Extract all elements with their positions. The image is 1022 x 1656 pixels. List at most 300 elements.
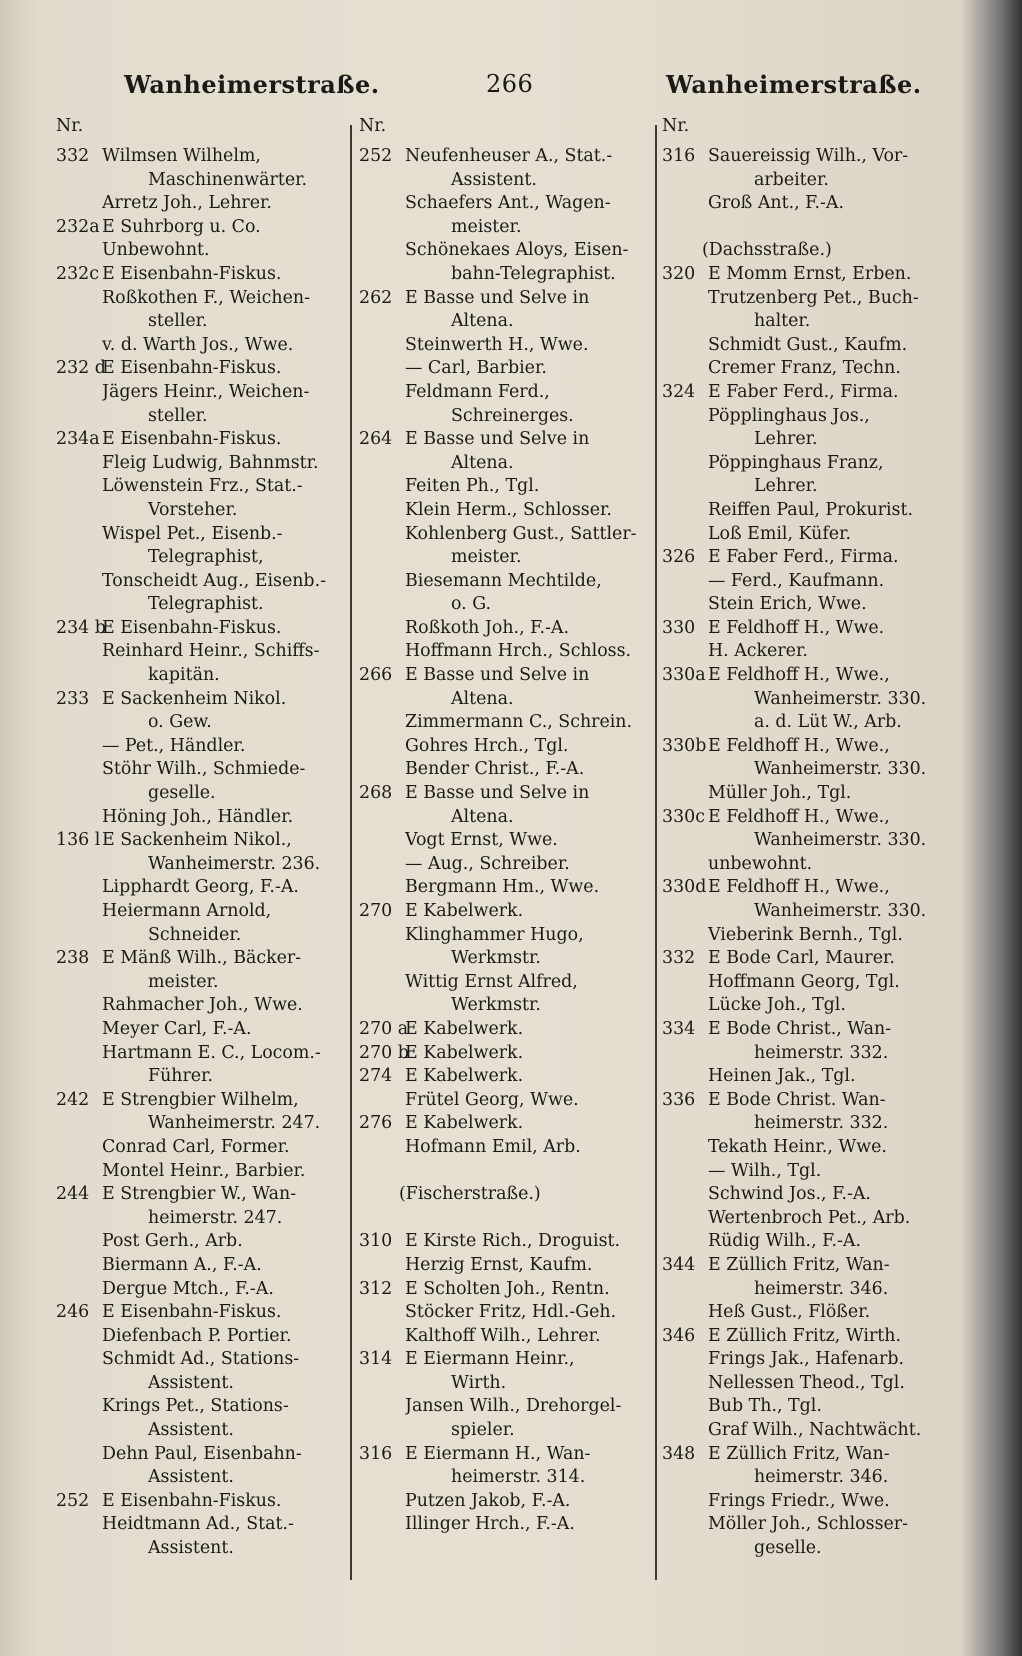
house-number [359, 475, 405, 499]
house-number: 246 [56, 1302, 90, 1323]
house-number: 136 l [56, 830, 101, 851]
entry-text: E Sackenheim Nikol. [102, 688, 287, 709]
house-number [56, 310, 102, 334]
entry-text: Klinghammer Hugo, [405, 924, 584, 945]
entry-text: E Feldhoff H., Wwe., [708, 735, 890, 756]
directory-entry-line [359, 570, 651, 594]
directory-entry-line [359, 994, 651, 1018]
house-number [56, 1160, 102, 1184]
house-number [662, 1301, 708, 1325]
directory-entry-line [359, 1325, 651, 1349]
house-number [56, 1065, 102, 1089]
house-number: 316 [359, 1443, 393, 1464]
directory-entry-line [359, 876, 651, 900]
entry-text: Kalthoff Wilh., Lehrer. [405, 1325, 601, 1346]
directory-entry-line [56, 263, 348, 287]
house-number [359, 711, 405, 735]
house-number [56, 452, 102, 476]
directory-entry-line [359, 971, 651, 995]
directory-entry-line [662, 1419, 952, 1443]
entry-text: Reinhard Heinr., Schiffs- [102, 641, 320, 662]
directory-entry-line [56, 806, 348, 830]
directory-entry-line [359, 806, 651, 830]
house-number [359, 523, 405, 547]
directory-entry-line [56, 994, 348, 1018]
directory-entry-line [662, 499, 952, 523]
house-number [359, 239, 405, 263]
house-number [359, 829, 405, 853]
house-number: 330d [662, 877, 707, 898]
entry-continuation: Wanheimerstr. 330. [754, 759, 927, 780]
entry-text: E Feldhoff H., Wwe., [708, 806, 890, 827]
entry-text: Löwenstein Frz., Stat.- [102, 476, 303, 497]
column-label: Nr. [56, 116, 84, 136]
entry-text: E Eisenbahn-Fiskus. [102, 617, 282, 638]
house-number [359, 688, 405, 712]
running-head-left: Wanheimerstraße. [124, 70, 380, 99]
column-label: Nr. [359, 116, 387, 136]
entry-text: Steinwerth H., Wwe. [405, 334, 589, 355]
directory-entry-line [662, 452, 952, 476]
entry-text: E Kabelwerk. [405, 1018, 524, 1039]
house-number [56, 593, 102, 617]
directory-entry-line [56, 1065, 348, 1089]
entry-continuation: arbeiter. [754, 169, 829, 190]
directory-entry-line [359, 523, 651, 547]
directory-entry-line [56, 758, 348, 782]
directory-entry-line [56, 310, 348, 334]
entry-text: Herzig Ernst, Kaufm. [405, 1254, 593, 1275]
directory-entry-line [359, 405, 651, 429]
entry-text: E Basse und Selve in [405, 429, 590, 450]
directory-entry-line [359, 475, 651, 499]
directory-entry-line [359, 1278, 651, 1302]
directory-entry-line [56, 924, 348, 948]
entry-continuation: heimerstr. 346. [754, 1278, 889, 1299]
directory-entry-line [56, 192, 348, 216]
directory-entry-line [662, 735, 952, 759]
house-number [56, 499, 102, 523]
directory-entry-line [662, 1443, 952, 1467]
entry-text: Dehn Paul, Eisenbahn- [102, 1443, 302, 1464]
house-number [662, 310, 708, 334]
house-number: 274 [359, 1066, 393, 1087]
entry-text: Rahmacher Joh., Wwe. [102, 995, 303, 1016]
directory-entry-line [359, 688, 651, 712]
house-number [662, 1207, 708, 1231]
house-number [56, 1419, 102, 1443]
blank-line [359, 1207, 651, 1231]
house-number [359, 310, 405, 334]
directory-entry-line [662, 428, 952, 452]
entry-text: Höning Joh., Händler. [102, 806, 294, 827]
entry-text: E Feldhoff H., Wwe. [708, 617, 885, 638]
house-number [662, 1372, 708, 1396]
directory-entry-line [662, 546, 952, 570]
entry-text: Pöpplinghaus Jos., [708, 405, 870, 426]
house-number [662, 1537, 708, 1561]
house-number [359, 1395, 405, 1419]
entry-text: Schaefers Ant., Wagen- [405, 193, 611, 214]
house-number: 320 [662, 263, 696, 284]
entry-text: Vieberink Bernh., Tgl. [708, 924, 903, 945]
directory-entry-line [662, 405, 952, 429]
entry-text: Wertenbroch Pet., Arb. [708, 1207, 911, 1228]
entry-continuation: Wanheimerstr. 330. [754, 688, 927, 709]
house-number: 326 [662, 547, 696, 568]
entry-text: E Kirste Rich., Droguist. [405, 1231, 621, 1252]
running-head-right: Wanheimerstraße. [666, 70, 922, 99]
house-number [359, 1513, 405, 1537]
house-number [662, 782, 708, 806]
column-3 [662, 115, 952, 1561]
directory-entry-line [359, 1301, 651, 1325]
entry-text: Frings Jak., Hafenarb. [708, 1349, 904, 1370]
house-number [662, 924, 708, 948]
directory-entry-line [56, 381, 348, 405]
entry-text: Heidtmann Ad., Stat.- [102, 1514, 294, 1535]
house-number [359, 876, 405, 900]
directory-entry-line [359, 1466, 651, 1490]
entry-text: Roßkothen F., Weichen- [102, 287, 310, 308]
directory-entry-line [662, 1136, 952, 1160]
directory-entry-line [662, 357, 952, 381]
house-number [359, 924, 405, 948]
entry-text: Groß Ant., F.-A. [708, 193, 844, 214]
house-number [662, 1230, 708, 1254]
house-number [662, 688, 708, 712]
directory-entry-line [56, 688, 348, 712]
entry-text: E Eiermann H., Wan- [405, 1443, 591, 1464]
entry-text: E Eisenbahn-Fiskus. [102, 1302, 282, 1323]
entry-text: Post Gerh., Arb. [102, 1231, 243, 1252]
house-number [662, 758, 708, 782]
house-number [56, 664, 102, 688]
directory-entry-line [359, 735, 651, 759]
directory-entry-line [56, 1278, 348, 1302]
entry-continuation: Altena. [451, 806, 514, 827]
entry-text: Heiermann Arnold, [102, 901, 272, 921]
house-number [662, 971, 708, 995]
directory-entry-line [662, 475, 952, 499]
entry-text: Bergmann Hm., Wwe. [405, 877, 600, 898]
entry-continuation: o. G. [451, 594, 492, 615]
directory-entry-line [56, 1160, 348, 1184]
house-number [56, 711, 102, 735]
house-number [56, 523, 102, 547]
house-number: 346 [662, 1325, 696, 1346]
house-number [662, 523, 708, 547]
house-number: 310 [359, 1231, 393, 1252]
directory-entry-line [662, 853, 952, 877]
entry-text: E Basse und Selve in [405, 287, 590, 308]
house-number: 234 b [56, 617, 106, 638]
house-number [359, 806, 405, 830]
house-number [56, 971, 102, 995]
entry-continuation: Assistent. [148, 1467, 234, 1488]
house-number [56, 1443, 102, 1467]
directory-entry-line [56, 357, 348, 381]
directory-entry-line [56, 1419, 348, 1443]
entry-continuation: Assistent. [148, 1372, 234, 1393]
house-number [662, 287, 708, 311]
house-number [56, 806, 102, 830]
house-number [359, 381, 405, 405]
directory-entry-line [359, 829, 651, 853]
directory-entry-line [662, 664, 952, 688]
house-number: 266 [359, 665, 393, 686]
house-number [359, 1254, 405, 1278]
entry-text: Unbewohnt. [102, 240, 210, 261]
house-number: 233 [56, 688, 90, 709]
house-number [56, 1395, 102, 1419]
house-number: 344 [662, 1254, 696, 1275]
column-rule-1 [350, 125, 352, 1580]
street-section-heading: (Fischerstraße.) [399, 1184, 541, 1205]
directory-entry-line [359, 263, 651, 287]
house-number: 244 [56, 1184, 90, 1205]
directory-entry-line [359, 1513, 651, 1537]
house-number [56, 735, 102, 759]
house-number: 316 [662, 146, 696, 166]
house-number [662, 1136, 708, 1160]
house-number: 270 a [359, 1018, 409, 1039]
house-number: 324 [662, 381, 696, 402]
house-number [359, 334, 405, 358]
entry-text: Bub Th., Tgl. [708, 1396, 822, 1417]
entry-text: E Züllich Fritz, Wan- [708, 1254, 890, 1275]
entry-continuation: geselle. [148, 783, 216, 804]
directory-entry-line [662, 711, 952, 735]
house-number: 332 [662, 948, 696, 969]
entry-text: Rüdig Wilh., F.-A. [708, 1231, 861, 1252]
directory-entry-line [359, 357, 651, 381]
entry-text: Frings Friedr., Wwe. [708, 1490, 890, 1511]
house-number: 276 [359, 1113, 393, 1134]
directory-entry-line [662, 1537, 952, 1561]
house-number: 332 [56, 146, 90, 166]
entry-continuation: Altena. [451, 452, 514, 473]
directory-entry-line [56, 405, 348, 429]
directory-entry-line [56, 947, 348, 971]
entry-text: E Suhrborg u. Co. [102, 216, 261, 237]
directory-entry-line [359, 1018, 651, 1042]
directory-entry-line [662, 145, 952, 169]
house-number: 238 [56, 948, 90, 969]
directory-entry-line [56, 499, 348, 523]
entry-text: E Faber Ferd., Firma. [708, 381, 899, 402]
column-label: Nr. [662, 116, 690, 136]
directory-entry-line [359, 1419, 651, 1443]
house-number: 232a [56, 216, 100, 237]
directory-entry-line [662, 1466, 952, 1490]
entry-text: Hoffmann Georg, Tgl. [708, 971, 900, 992]
directory-entry-line [56, 1348, 348, 1372]
directory-entry-line [56, 1537, 348, 1561]
house-number [662, 169, 708, 193]
house-number [662, 593, 708, 617]
house-number: 330a [662, 665, 706, 686]
directory-entry-line [662, 1372, 952, 1396]
entry-text: Zimmermann C., Schrein. [405, 712, 633, 733]
entry-continuation: Altena. [451, 311, 514, 332]
house-number [359, 1466, 405, 1490]
house-number: 232c [56, 263, 99, 284]
entry-text: Wittig Ernst Alfred, [405, 971, 578, 992]
entry-continuation: Assistent. [148, 1420, 234, 1441]
entry-continuation: Wanheimerstr. 330. [754, 901, 927, 921]
entry-text: E Züllich Fritz, Wan- [708, 1443, 890, 1464]
street-section-heading: (Dachsstraße.) [702, 240, 832, 261]
house-number [662, 405, 708, 429]
entry-continuation: meister. [451, 547, 522, 568]
entry-continuation: Lehrer. [754, 429, 818, 450]
directory-entry-line [56, 523, 348, 547]
directory-entry-line [359, 216, 651, 240]
entry-text: Möller Joh., Schlosser- [708, 1514, 908, 1535]
entry-text: E Feldhoff H., Wwe., [708, 877, 890, 898]
entry-text: — Carl, Barbier. [405, 358, 547, 379]
directory-entry-line [359, 334, 651, 358]
entry-text: E Eisenbahn-Fiskus. [102, 263, 282, 284]
entry-text: E Strengbier W., Wan- [102, 1184, 297, 1205]
house-number: 252 [56, 1490, 90, 1511]
directory-entry-line [56, 1089, 348, 1113]
entry-continuation: Assistent. [451, 169, 537, 190]
directory-entry-line [56, 1325, 348, 1349]
directory-entry-line [56, 711, 348, 735]
directory-entry-line [662, 1325, 952, 1349]
house-number [56, 994, 102, 1018]
entry-text: Wispel Pet., Eisenb.- [102, 523, 283, 544]
directory-entry-line [662, 1183, 952, 1207]
house-number [662, 1065, 708, 1089]
directory-entry-line [662, 617, 952, 641]
house-number [56, 1112, 102, 1136]
entry-text: Kohlenberg Gust., Sattler- [405, 523, 637, 544]
house-number [359, 1419, 405, 1443]
entry-text: Schmidt Gust., Kaufm. [708, 334, 908, 355]
entry-continuation: kapitän. [148, 665, 220, 686]
house-number: 262 [359, 287, 393, 308]
directory-entry-line [662, 192, 952, 216]
column-1 [56, 115, 348, 1561]
entry-continuation: spieler. [451, 1420, 515, 1441]
entry-text: E Kabelwerk. [405, 1042, 524, 1063]
house-number: 268 [359, 783, 393, 804]
entry-continuation: Maschinenwärter. [148, 169, 308, 190]
house-number [662, 570, 708, 594]
directory-entry-line [662, 1089, 952, 1113]
entry-text: Tonscheidt Aug., Eisenb.- [102, 570, 326, 591]
entry-text: E Bode Christ. Wan- [708, 1089, 886, 1110]
entry-continuation: heimerstr. 247. [148, 1207, 283, 1228]
entry-text: Frütel Georg, Wwe. [405, 1089, 579, 1110]
entry-text: — Wilh., Tgl. [708, 1160, 822, 1181]
house-number [56, 1278, 102, 1302]
directory-entry-line [56, 1466, 348, 1490]
entry-text: Hoffmann Hrch., Schloss. [405, 641, 632, 662]
entry-continuation: Telegraphist. [148, 594, 264, 615]
entry-text: Heß Gust., Flößer. [708, 1302, 871, 1323]
directory-entry-line [359, 145, 651, 169]
house-number [662, 640, 708, 664]
house-number [56, 1042, 102, 1066]
entry-continuation: Vorsteher. [148, 499, 238, 520]
entry-text: unbewohnt. [708, 853, 813, 874]
house-number [359, 853, 405, 877]
entry-continuation: geselle. [754, 1538, 822, 1559]
house-number [662, 1183, 708, 1207]
entry-continuation: meister. [148, 971, 219, 992]
directory-entry-line [56, 735, 348, 759]
directory-entry-line [56, 1395, 348, 1419]
entry-text: E Momm Ernst, Erben. [708, 263, 912, 284]
entry-text: — Aug., Schreiber. [405, 853, 570, 874]
entry-text: Feiten Ph., Tgl. [405, 476, 540, 497]
house-number [56, 334, 102, 358]
directory-entry-line [56, 1254, 348, 1278]
directory-entry-line [359, 924, 651, 948]
directory-entry-line [359, 546, 651, 570]
house-number [56, 381, 102, 405]
house-number [662, 452, 708, 476]
entry-text: Dergue Mtch., F.-A. [102, 1278, 274, 1299]
directory-entry-line [662, 1490, 952, 1514]
entry-text: Arretz Joh., Lehrer. [102, 193, 272, 214]
entry-text: E Basse und Selve in [405, 665, 590, 686]
house-number [662, 428, 708, 452]
entry-continuation: Assistent. [148, 1538, 234, 1559]
entry-text: Fleig Ludwig, Bahnmstr. [102, 452, 319, 473]
entry-text: Hartmann E. C., Locom.- [102, 1042, 321, 1063]
house-number: 234a [56, 429, 100, 450]
house-number [662, 1042, 708, 1066]
directory-entry-line [662, 971, 952, 995]
directory-entry-line [359, 239, 651, 263]
entry-text: E Kabelwerk. [405, 1113, 524, 1134]
house-number: 336 [662, 1089, 696, 1110]
house-number [56, 1325, 102, 1349]
directory-entry-line [359, 499, 651, 523]
directory-entry-line [56, 1183, 348, 1207]
entry-continuation: heimerstr. 332. [754, 1113, 889, 1134]
house-number [662, 829, 708, 853]
house-number [56, 1230, 102, 1254]
directory-entry-line [56, 593, 348, 617]
directory-entry-line [359, 711, 651, 735]
house-number [359, 169, 405, 193]
entry-text: E Faber Ferd., Firma. [708, 547, 899, 568]
entry-text: Putzen Jakob, F.-A. [405, 1490, 571, 1511]
house-number [56, 853, 102, 877]
entry-continuation: Telegraphist, [148, 547, 264, 568]
entry-text: Nellessen Theod., Tgl. [708, 1372, 905, 1393]
entry-text: Müller Joh., Tgl. [708, 783, 852, 804]
house-number [359, 452, 405, 476]
entry-text: Graf Wilh., Nachtwächt. [708, 1420, 922, 1441]
entry-continuation: Wanheimerstr. 247. [148, 1113, 321, 1134]
directory-entry-line [662, 334, 952, 358]
house-number [56, 1254, 102, 1278]
entry-text: H. Ackerer. [708, 641, 808, 662]
entry-continuation: a. d. Lüt W., Arb. [754, 712, 902, 733]
house-number: 242 [56, 1089, 90, 1110]
house-number: 270 b [359, 1042, 409, 1063]
house-number: 312 [359, 1278, 393, 1299]
house-number [662, 1466, 708, 1490]
entry-text: E Sackenheim Nikol., [102, 830, 292, 851]
